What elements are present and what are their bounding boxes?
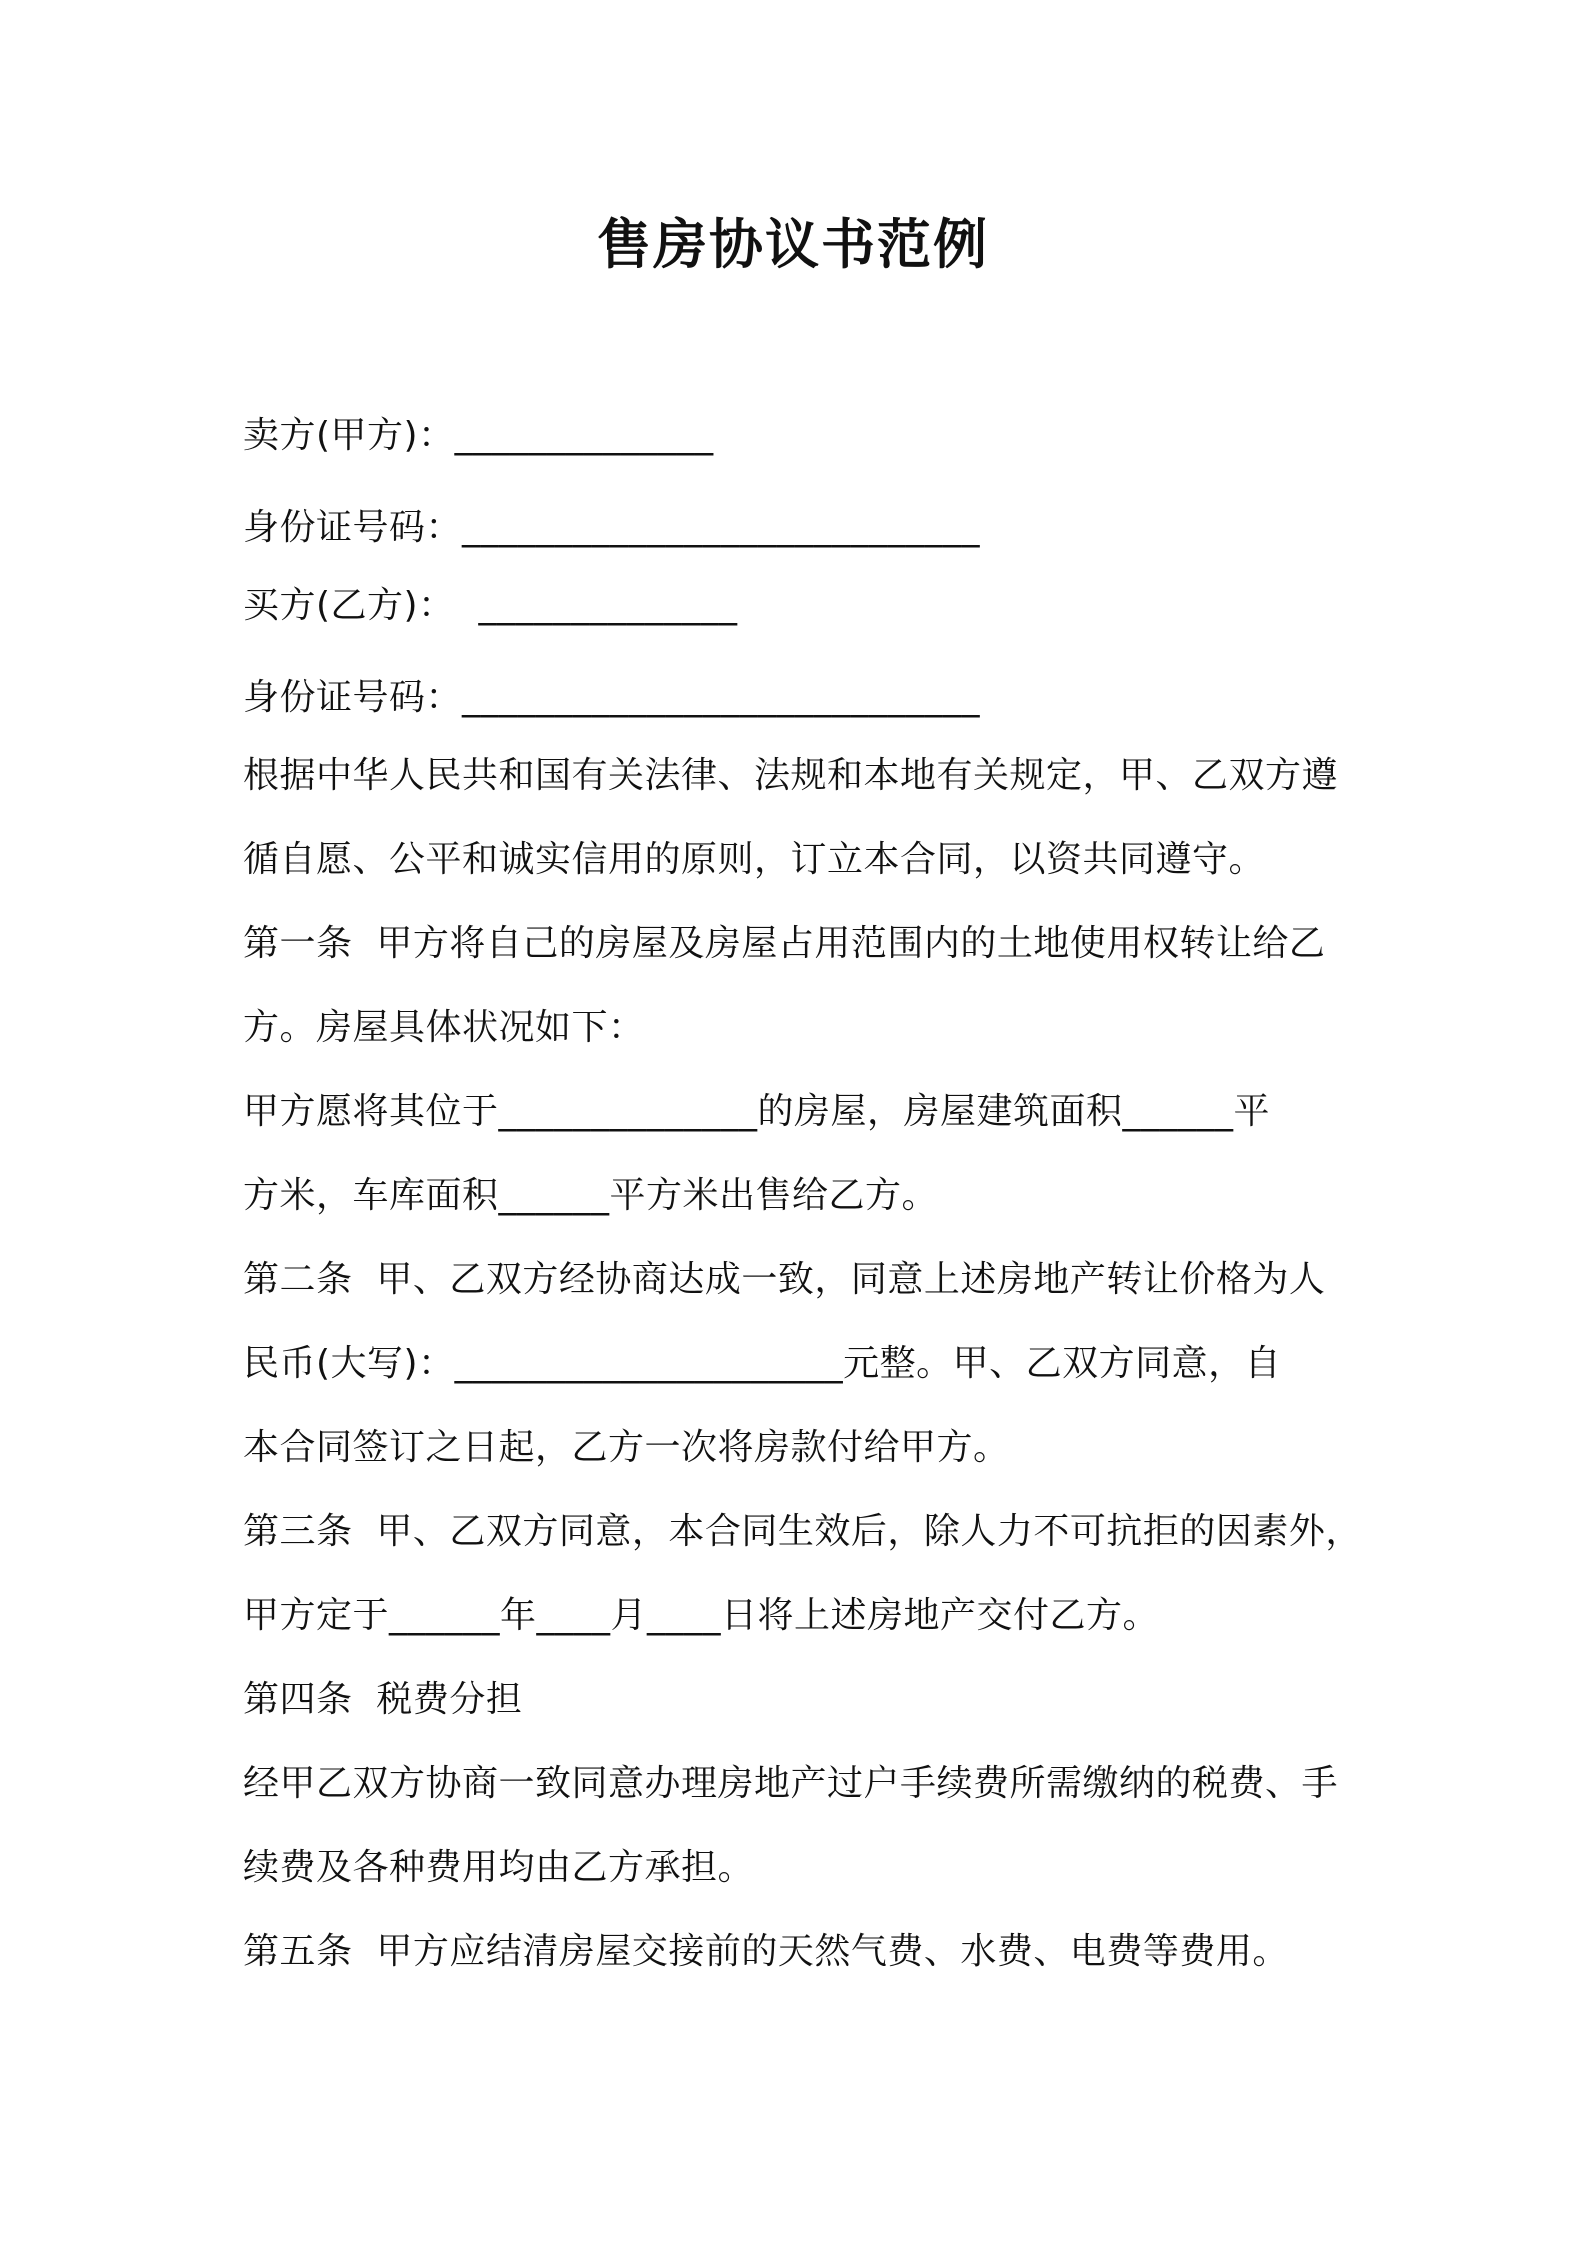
buyer-line: 买方(乙方)： ______________ [243,585,738,626]
article-4-line-2: 续费及各种费用均由乙方承担。 [243,1847,755,1888]
property-line-1: 甲方愿将其位于______________的房屋，房屋建筑面积______平 [243,1091,1271,1132]
article-1-line-2: 方。房屋具体状况如下： [243,1007,645,1048]
document-title: 售房协议书范例 [597,213,989,276]
buyer-id-line: 身份证号码：____________________________ [243,677,981,718]
article-4-line-1: 经甲乙双方协商一致同意办理房地产过户手续费所需缴纳的税费、手 [243,1763,1339,1804]
property-line-2: 方米，车库面积______平方米出售给乙方。 [243,1175,939,1216]
preamble-line-2: 循自愿、公平和诚实信用的原则，订立本合同，以资共同遵守。 [243,839,1266,880]
article-3-line-1: 第三条 甲、乙双方同意，本合同生效后，除人力不可抗拒的因素外， [243,1511,1362,1552]
article-1-line-1: 第一条 甲方将自己的房屋及房屋占用范围内的土地使用权转让给乙 [243,923,1326,964]
article-3-line-2: 甲方定于______年____月____日将上述房地产交付乙方。 [243,1595,1160,1636]
preamble-line-1: 根据中华人民共和国有关法律、法规和本地有关规定，甲、乙双方遵 [243,755,1339,796]
seller-id-line: 身份证号码：____________________________ [243,507,981,548]
article-2-line-3: 本合同签订之日起，乙方一次将房款付给甲方。 [243,1427,1010,1468]
article-4-heading: 第四条 税费分担 [243,1679,523,1720]
seller-line: 卖方(甲方)：______________ [243,415,714,456]
article-2-line-2: 民币(大写)：_____________________元整。甲、乙双方同意，自 [243,1343,1282,1384]
article-2-line-1: 第二条 甲、乙双方经协商达成一致，同意上述房地产转让价格为人 [243,1259,1326,1300]
article-5-line-1: 第五条 甲方应结清房屋交接前的天然气费、水费、电费等费用。 [243,1931,1289,1972]
